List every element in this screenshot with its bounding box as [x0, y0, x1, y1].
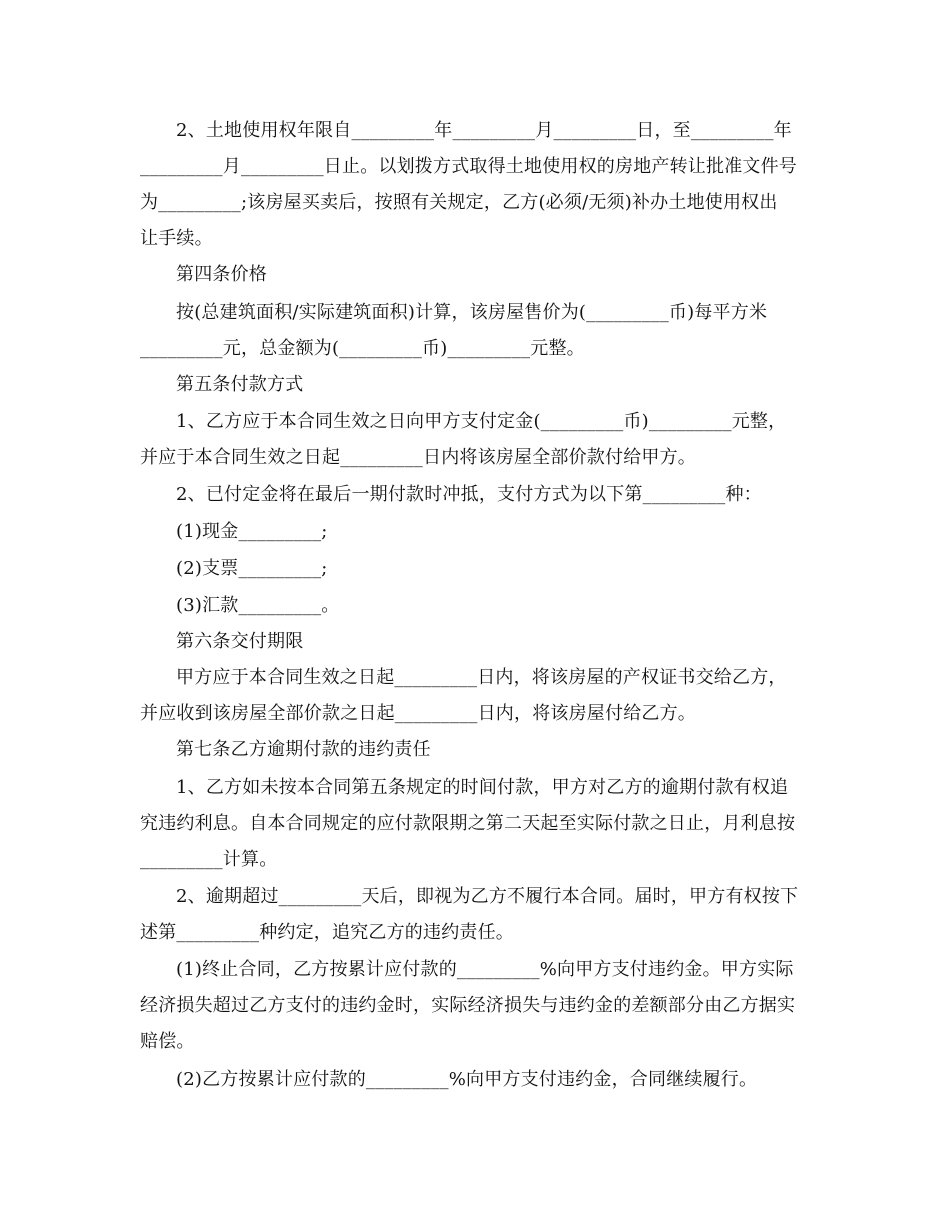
list-item: (3)汇款_________。 — [176, 595, 340, 616]
text-line: 1、乙方应于本合同生效之日向甲方支付定金(_________币)_________元整， — [176, 411, 787, 432]
list-item: (1)现金_________; — [176, 521, 328, 542]
text-line: 究违约利息。自本合同规定的应付款限期之第二天起至实际付款之日止，月利息按 — [140, 813, 796, 834]
text-line: 2、已付定金将在最后一期付款时冲抵，支付方式为以下第_________种： — [176, 484, 762, 505]
text-line: (2)乙方按累计应付款的_________%向甲方支付违约金，合同继续履行。 — [176, 1069, 758, 1090]
text-line: 赔偿。 — [140, 1031, 195, 1052]
text-line: 按(总建筑面积/实际建筑面积)计算，该房屋售价为(_________币)每平方米 — [176, 302, 768, 323]
text-line: 为_________;该房屋买卖后，按照有关规定，乙方(必须/无须)补办土地使用权出 — [140, 192, 778, 213]
text-line: (1)终止合同，乙方按累计应付款的_________%向甲方支付违约金。甲方实际 — [176, 959, 794, 980]
text-line: 甲方应于本合同生效之日起_________日内，将该房屋的产权证书交给乙方， — [176, 667, 787, 688]
text-line: 并应收到该房屋全部价款之日起_________日内，将该房屋付给乙方。 — [140, 703, 696, 724]
text-line: 让手续。 — [140, 228, 213, 249]
text-line: 并应于本合同生效之日起_________日内将该房屋全部价款付给甲方。 — [140, 447, 696, 468]
section-heading: 第六条交付期限 — [176, 631, 304, 652]
text-line: 2、土地使用权年限自_________年_________月_________日，至_________年 — [176, 120, 792, 141]
text-line: _________元，总金额为(_________币)_________元整。 — [140, 338, 585, 359]
text-line: 1、乙方如未按本合同第五条规定的时间付款，甲方对乙方的逾期付款有权追 — [176, 777, 789, 798]
text-line: 2、逾期超过_________天后，即视为乙方不履行本合同。届时，甲方有权按下 — [176, 886, 799, 907]
section-heading: 第四条价格 — [176, 264, 267, 285]
section-heading: 第五条付款方式 — [176, 374, 304, 395]
text-line: 经济损失超过乙方支付的违约金时，实际经济损失与违约金的差额部分由乙方据实 — [140, 995, 796, 1016]
list-item: (2)支票_________; — [176, 558, 328, 579]
text-line: _________计算。 — [140, 849, 278, 870]
section-heading: 第七条乙方逾期付款的违约责任 — [176, 739, 431, 760]
text-line: 述第_________种约定，追究乙方的违约责任。 — [140, 922, 514, 943]
text-line: _________月_________日止。以划拨方式取得土地使用权的房地产转让批准文件号 — [140, 156, 797, 177]
